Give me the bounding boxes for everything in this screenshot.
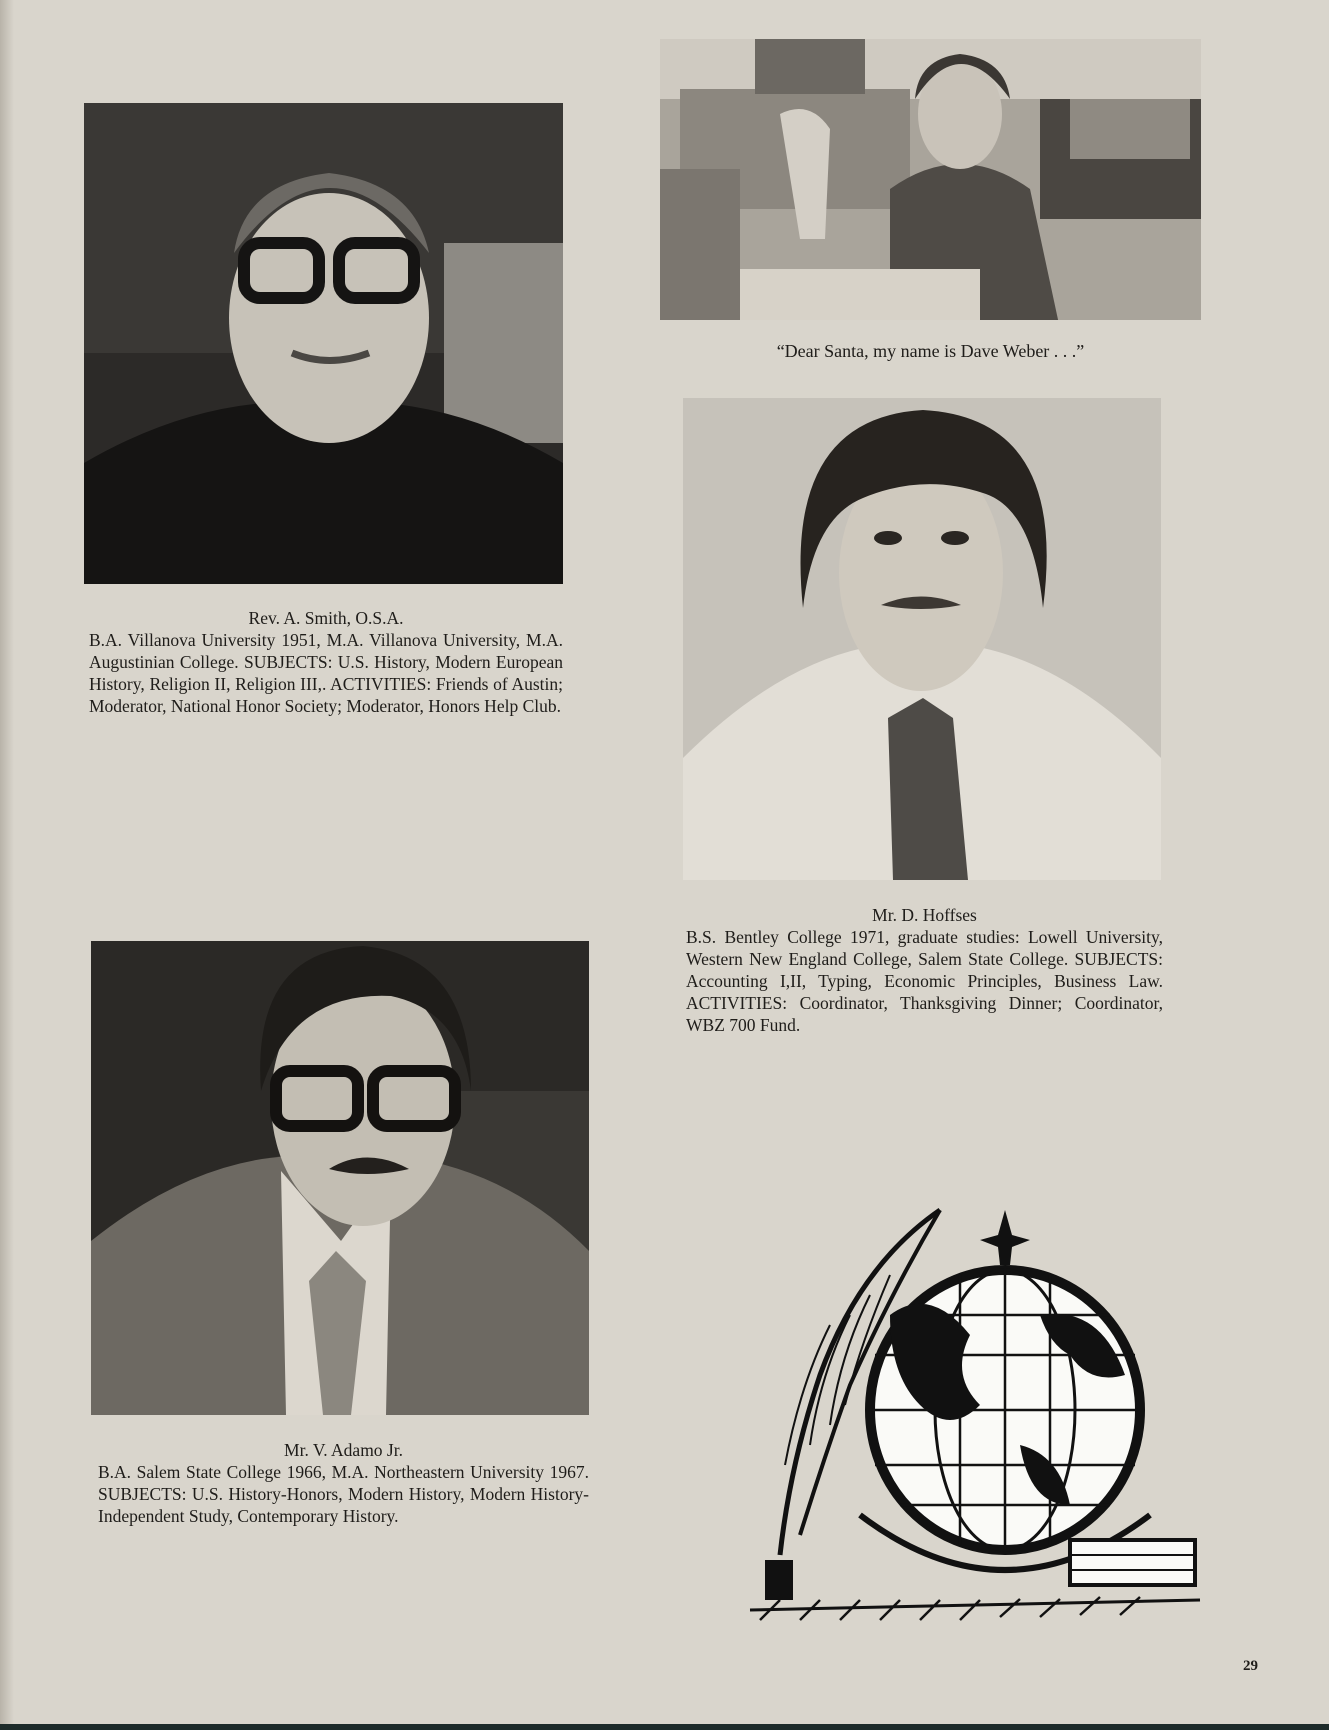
weber-typing-photo — [660, 39, 1201, 320]
bottom-border-strip — [0, 1724, 1329, 1730]
weber-photo-caption: “Dear Santa, my name is Dave Weber . . .” — [776, 341, 1085, 361]
adamo-portrait-photo — [91, 941, 589, 1415]
smith-caption — [89, 607, 563, 717]
adamo-bio: B.A. Salem State College 1966, M.A. Northeastern University 1967. SUBJECTS: U.S. History-Honors, Modern History, Modern History-Independent Study, Contemporary History. — [98, 1462, 589, 1526]
adamo-caption — [98, 1439, 589, 1527]
hoffses-bio: B.S. Bentley College 1971, graduate studies: Lowell University, Western New England College, Salem State College. SUBJECTS: Accounting I,II, Typing, Economic Principles, Business Law. ACTIVITIES: Coordinator, Thanksgiving Dinner; Coordinator, WBZ 700 Fund. — [686, 927, 1163, 1035]
hoffses-portrait-photo — [683, 398, 1161, 880]
adamo-name: Mr. V. Adamo Jr. — [284, 1440, 403, 1460]
hoffses-caption — [686, 904, 1163, 1036]
smith-bio: B.A. Villanova University 1951, M.A. Villanova University, M.A. Augustinian College. SUBJECTS: U.S. History, Modern European History, Religion II, Religion III,. ACTIVITIES: Friends of Austin; Moderator, National Honor Society; Moderator, Honors Help Club. — [89, 630, 563, 716]
page-binding-edge — [0, 0, 14, 1730]
page-number: 29 — [1243, 1658, 1258, 1674]
globe-quill-illustration — [740, 1205, 1210, 1625]
smith-portrait-photo — [84, 103, 563, 584]
smith-name: Rev. A. Smith, O.S.A. — [248, 608, 404, 628]
hoffses-name: Mr. D. Hoffses — [872, 905, 977, 925]
